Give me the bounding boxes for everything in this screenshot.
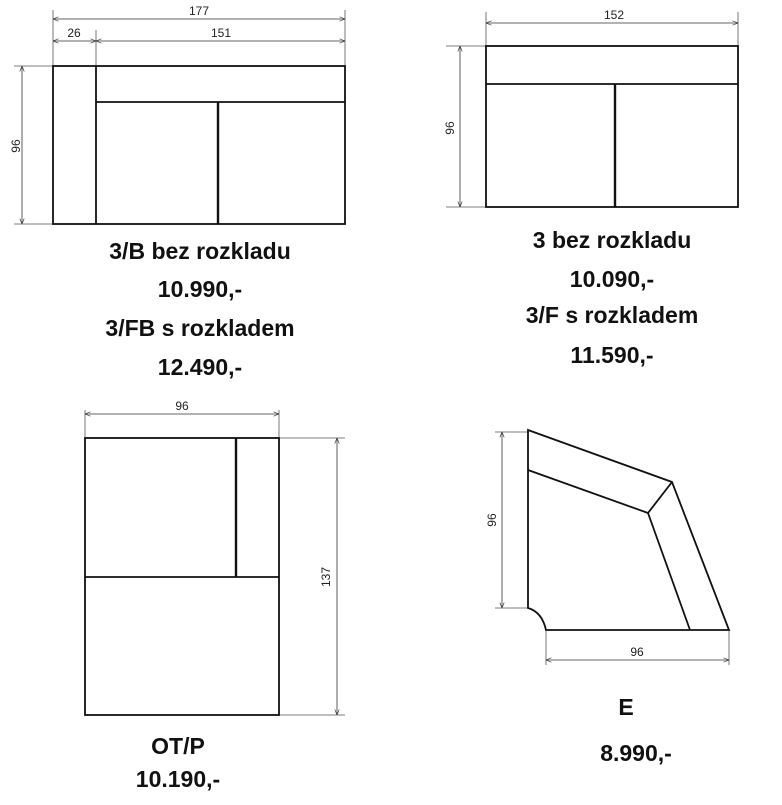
dimension-length: 137 <box>319 566 333 588</box>
module-3fb-price-2: 12.490,- <box>157 354 243 380</box>
module-3b-price-1: 10.990,- <box>157 276 243 302</box>
module-3-name-1: 3 bez rozkladu <box>532 227 692 253</box>
backrest-line <box>528 470 648 513</box>
corner-joint-line <box>648 482 672 513</box>
dimension-arm-width: 26 <box>67 26 81 40</box>
module-3f-name-2: 3/F s rozkladem <box>525 302 699 328</box>
dimension-width: 96 <box>175 399 189 413</box>
module-otp-name: OT/P <box>151 733 205 759</box>
module-3fb-name-2: 3/FB s rozkladem <box>105 315 295 341</box>
dimension-depth: 96 <box>485 513 499 527</box>
module-3b-drawing <box>9 4 345 224</box>
dimension-total-width: 177 <box>188 4 210 18</box>
module-3-price-1: 10.090,- <box>569 266 655 292</box>
module-e-drawing <box>485 430 729 665</box>
dimension-width: 96 <box>630 645 644 659</box>
dimension-width: 152 <box>603 8 625 22</box>
module-outline <box>528 430 729 630</box>
dimension-depth: 96 <box>443 121 457 135</box>
module-otp-drawing <box>85 399 345 715</box>
dimension-depth: 96 <box>9 139 23 153</box>
dimension-seat-width: 151 <box>210 26 232 40</box>
module-3-drawing <box>443 8 738 207</box>
module-e-price: 8.990,- <box>600 740 672 766</box>
module-e-name: E <box>618 694 634 720</box>
module-3f-price-2: 11.590,- <box>570 342 654 368</box>
module-outline <box>486 46 738 207</box>
module-otp-price: 10.190,- <box>135 766 221 792</box>
module-3b-name-1: 3/B bez rozkladu <box>109 238 291 264</box>
backrest-line <box>648 513 690 630</box>
